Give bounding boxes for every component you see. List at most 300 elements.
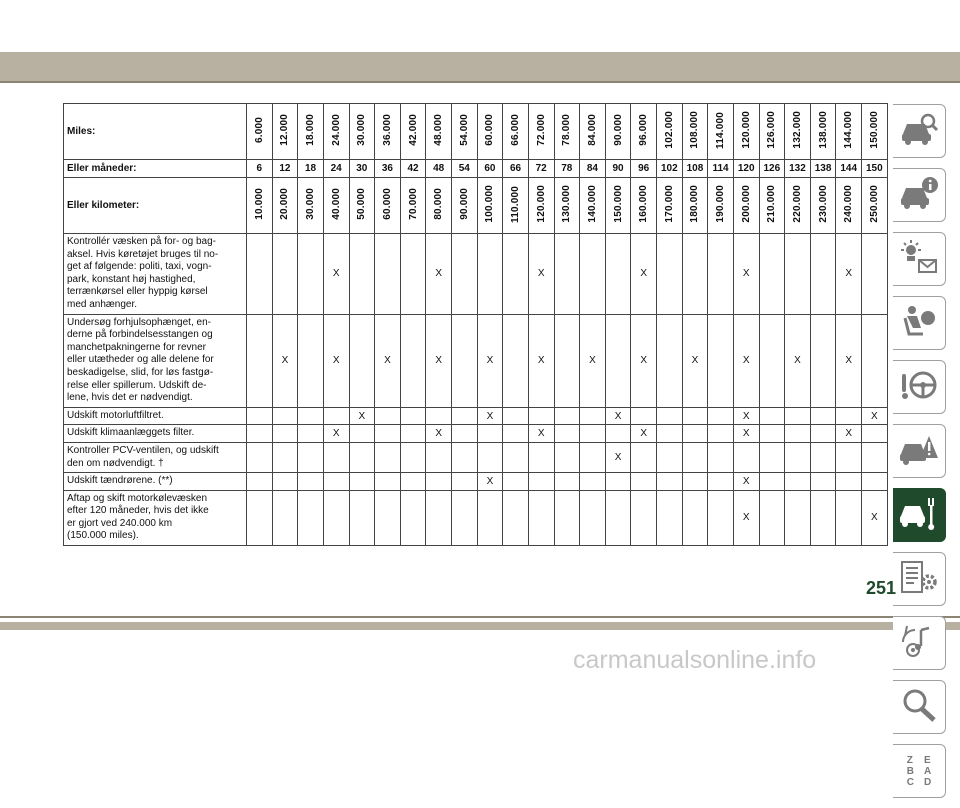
months-header-row-value: 60: [477, 160, 503, 178]
schedule-mark-cell: [580, 473, 606, 491]
schedule-mark-cell: [631, 473, 657, 491]
schedule-mark-cell: [298, 473, 324, 491]
service-description: Undersøg forhjulsophænget, en- derne på forbindelsesstangen og manchetpakningerne for revner eller utætheder og alle delene for beskadigelse, slid, for løs fastgø- relse eller spillerum. Udskift de- lene, hvis det er nødvendigt.: [64, 314, 247, 407]
schedule-mark-cell: [426, 490, 452, 545]
schedule-mark-cell: [862, 314, 888, 407]
schedule-mark-cell: [272, 442, 298, 472]
miles-header-row-cell: [862, 104, 888, 160]
schedule-mark-cell: [759, 407, 785, 425]
header-band-line: [0, 81, 960, 83]
index-letter: D: [924, 776, 932, 788]
schedule-mark-cell: [605, 490, 631, 545]
km-header-row-cell: [605, 178, 631, 234]
schedule-mark-cell: [554, 473, 580, 491]
km-header-row-cell: [785, 178, 811, 234]
km-header-row: [64, 178, 888, 234]
miles-header-row-cell: [272, 104, 298, 160]
schedule-mark-cell: [323, 490, 349, 545]
schedule-mark-cell: X: [375, 314, 401, 407]
schedule-mark-cell: X: [682, 314, 708, 407]
schedule-mark-cell: [375, 473, 401, 491]
sidebar-tab-multimedia[interactable]: [893, 616, 946, 670]
months-header-row-value: 18: [298, 160, 324, 178]
schedule-mark-cell: [528, 473, 554, 491]
schedule-mark-cell: [708, 473, 734, 491]
schedule-mark-cell: X: [733, 407, 759, 425]
schedule-mark-cell: X: [426, 234, 452, 315]
schedule-mark-cell: [862, 442, 888, 472]
schedule-mark-cell: [605, 314, 631, 407]
schedule-mark-cell: [452, 473, 478, 491]
months-header-row-value: 150: [862, 160, 888, 178]
km-header-row-value: 240.000: [843, 185, 855, 223]
schedule-mark-cell: [708, 234, 734, 315]
schedule-mark-cell: [631, 407, 657, 425]
km-header-row-value: 120.000: [535, 185, 547, 223]
schedule-mark-cell: [657, 234, 683, 315]
steering-wheel-icon: [899, 366, 939, 409]
miles-header-row-value: 66.000: [510, 114, 522, 146]
miles-header-row-value: 108.000: [689, 111, 701, 149]
schedule-mark-cell: [785, 407, 811, 425]
schedule-mark-cell: [810, 473, 836, 491]
service-description: Udskift klimaanlæggets filter.: [64, 425, 247, 443]
schedule-mark-cell: [349, 425, 375, 443]
sidebar-tab-airbag-seat[interactable]: [893, 296, 946, 350]
search-icon: [899, 686, 939, 729]
schedule-mark-cell: X: [631, 425, 657, 443]
miles-header-row-value: 150.000: [868, 111, 880, 149]
months-header-row-value: 66: [503, 160, 529, 178]
miles-header-row-value: 90.000: [612, 114, 624, 146]
schedule-mark-cell: [580, 407, 606, 425]
months-header-row-value: 84: [580, 160, 606, 178]
warning-lights-icon: [899, 238, 939, 281]
schedule-mark-cell: X: [528, 234, 554, 315]
schedule-mark-cell: [605, 234, 631, 315]
schedule-mark-cell: X: [733, 314, 759, 407]
km-header-row-cell: [682, 178, 708, 234]
km-header-row-cell: [349, 178, 375, 234]
km-header-row-value: 230.000: [817, 185, 829, 223]
miles-header-row-value: 42.000: [407, 114, 419, 146]
maintenance-schedule-table: [63, 103, 888, 546]
schedule-mark-cell: [247, 490, 273, 545]
schedule-mark-cell: [477, 425, 503, 443]
schedule-mark-cell: X: [631, 314, 657, 407]
schedule-mark-cell: [759, 425, 785, 443]
schedule-mark-cell: X: [733, 490, 759, 545]
schedule-mark-cell: [349, 314, 375, 407]
schedule-mark-cell: [323, 407, 349, 425]
index-letter: E: [924, 754, 931, 766]
schedule-mark-cell: [580, 442, 606, 472]
schedule-mark-cell: [247, 234, 273, 315]
schedule-mark-cell: [759, 442, 785, 472]
schedule-mark-cell: [580, 234, 606, 315]
months-header-row-value: 102: [657, 160, 683, 178]
km-header-row-cell: [503, 178, 529, 234]
miles-header-row-value: 72.000: [535, 114, 547, 146]
miles-header-row-cell: [503, 104, 529, 160]
km-header-row-value: 100.000: [484, 185, 496, 223]
schedule-mark-cell: X: [733, 234, 759, 315]
schedule-mark-cell: X: [836, 234, 862, 315]
schedule-mark-cell: [452, 442, 478, 472]
km-header-row-label: Eller kilometer:: [64, 178, 247, 234]
car-service-icon: [899, 494, 939, 537]
schedule-mark-cell: [298, 407, 324, 425]
service-description: Kontrollér væsken på for- og bag- aksel. Hvis køretøjet bruges til no- get af følgende: politi, taxi, vogn- park, konstant høj hastighed, terrænkørsel eller hyppig kørsel med anhænger.: [64, 234, 247, 315]
km-header-row-value: 140.000: [586, 185, 598, 223]
km-header-row-value: 210.000: [766, 185, 778, 223]
months-header-row-label: Eller måneder:: [64, 160, 247, 178]
miles-header-row-value: 96.000: [638, 114, 650, 146]
km-header-row-value: 250.000: [868, 185, 880, 223]
sidebar-tab-settings-list[interactable]: [893, 552, 946, 606]
schedule-mark-cell: [477, 442, 503, 472]
schedule-mark-cell: [528, 407, 554, 425]
km-header-row-cell: [298, 178, 324, 234]
miles-header-row-value: 120.000: [740, 111, 752, 149]
schedule-mark-cell: [810, 407, 836, 425]
miles-header-row-cell: [477, 104, 503, 160]
schedule-mark-cell: [375, 407, 401, 425]
schedule-mark-cell: [682, 490, 708, 545]
km-header-row-value: 40.000: [330, 188, 342, 220]
km-header-row-value: 20.000: [279, 188, 291, 220]
km-header-row-cell: [580, 178, 606, 234]
schedule-mark-cell: [477, 234, 503, 315]
km-header-row-value: 90.000: [458, 188, 470, 220]
km-header-row-value: 170.000: [663, 185, 675, 223]
index-letter: Z: [906, 754, 913, 766]
schedule-mark-cell: [657, 442, 683, 472]
miles-header-row-value: 60.000: [484, 114, 496, 146]
months-header-row-value: 120: [733, 160, 759, 178]
km-header-row-cell: [836, 178, 862, 234]
km-header-row-cell: [477, 178, 503, 234]
km-header-row-cell: [426, 178, 452, 234]
miles-header-row-value: 12.000: [279, 114, 291, 146]
hazard-car-icon: [899, 430, 939, 473]
miles-header-row-cell: [554, 104, 580, 160]
schedule-mark-cell: [708, 314, 734, 407]
miles-header-row-cell: [733, 104, 759, 160]
km-header-row-cell: [528, 178, 554, 234]
car-inspect-icon: [899, 110, 939, 153]
schedule-mark-cell: [810, 234, 836, 315]
car-info-icon: [899, 174, 939, 217]
schedule-mark-cell: [708, 442, 734, 472]
sidebar-tab-warning-lights[interactable]: [893, 232, 946, 286]
schedule-mark-cell: [657, 407, 683, 425]
table-row: [64, 425, 888, 443]
schedule-mark-cell: [247, 473, 273, 491]
miles-header-row-cell: [323, 104, 349, 160]
miles-header-row-cell: [836, 104, 862, 160]
schedule-mark-cell: [733, 442, 759, 472]
schedule-mark-cell: [554, 442, 580, 472]
km-header-row-value: 150.000: [612, 185, 624, 223]
miles-header-row-cell: [682, 104, 708, 160]
service-description: Udskift motorluftfiltret.: [64, 407, 247, 425]
schedule-mark-cell: X: [605, 407, 631, 425]
schedule-mark-cell: [349, 490, 375, 545]
km-header-row-cell: [272, 178, 298, 234]
sidebar-tab-car-inspect[interactable]: [893, 104, 946, 158]
km-header-row-value: 10.000: [253, 188, 265, 220]
miles-header-row-cell: [631, 104, 657, 160]
schedule-mark-cell: [682, 234, 708, 315]
schedule-mark-cell: X: [605, 442, 631, 472]
schedule-mark-cell: [503, 234, 529, 315]
schedule-mark-cell: [836, 407, 862, 425]
months-header-row-value: 30: [349, 160, 375, 178]
miles-header-row-cell: [247, 104, 273, 160]
months-header-row-value: 54: [452, 160, 478, 178]
km-header-row-value: 190.000: [715, 185, 727, 223]
chapter-sidebar: [893, 104, 951, 808]
schedule-mark-cell: [682, 473, 708, 491]
schedule-mark-cell: [503, 407, 529, 425]
settings-list-icon: [899, 558, 939, 601]
miles-header-row-value: 114.000: [715, 111, 727, 149]
months-header-row-value: 96: [631, 160, 657, 178]
footer-band: [0, 622, 960, 630]
miles-header-row-value: 18.000: [305, 114, 317, 146]
miles-header-row-cell: [528, 104, 554, 160]
km-header-row-value: 70.000: [407, 188, 419, 220]
schedule-mark-cell: X: [477, 473, 503, 491]
months-header-row-value: 6: [247, 160, 273, 178]
miles-header-row-cell: [298, 104, 324, 160]
schedule-mark-cell: [247, 442, 273, 472]
schedule-mark-cell: [477, 490, 503, 545]
schedule-mark-cell: [503, 490, 529, 545]
months-header-row-value: 72: [528, 160, 554, 178]
miles-header-row-cell: [785, 104, 811, 160]
miles-header-row-value: 30.000: [356, 114, 368, 146]
km-header-row-cell: [375, 178, 401, 234]
schedule-mark-cell: [503, 314, 529, 407]
schedule-mark-cell: [708, 425, 734, 443]
miles-header-row-value: 24.000: [330, 114, 342, 146]
schedule-mark-cell: [862, 473, 888, 491]
schedule-mark-cell: X: [349, 407, 375, 425]
service-description: Aftap og skift motorkølevæsken efter 120 måneder, hvis det ikke er gjort ved 240.000 km (150.000 miles).: [64, 490, 247, 545]
header-band: [0, 52, 960, 81]
schedule-mark-cell: [400, 473, 426, 491]
schedule-mark-cell: X: [323, 425, 349, 443]
schedule-mark-cell: [810, 490, 836, 545]
table-row: [64, 473, 888, 491]
schedule-mark-cell: [554, 407, 580, 425]
schedule-mark-cell: X: [733, 425, 759, 443]
miles-header-row-cell: [375, 104, 401, 160]
miles-header-row-value: 102.000: [663, 111, 675, 149]
miles-header-row-value: 6.000: [253, 116, 265, 144]
months-header-row-value: 114: [708, 160, 734, 178]
schedule-mark-cell: [605, 425, 631, 443]
miles-header-row-cell: [708, 104, 734, 160]
miles-header-row-cell: [605, 104, 631, 160]
sidebar-tab-car-service[interactable]: [893, 488, 946, 542]
schedule-mark-cell: X: [323, 314, 349, 407]
index-letter: A: [924, 765, 932, 777]
miles-header-row-value: 126.000: [766, 111, 778, 149]
schedule-mark-cell: [400, 490, 426, 545]
schedule-mark-cell: [862, 425, 888, 443]
airbag-seat-icon: [899, 302, 939, 345]
schedule-mark-cell: [375, 442, 401, 472]
km-header-row-cell: [247, 178, 273, 234]
schedule-mark-cell: X: [528, 425, 554, 443]
km-header-row-value: 30.000: [305, 188, 317, 220]
schedule-mark-cell: [554, 425, 580, 443]
km-header-row-cell: [400, 178, 426, 234]
schedule-mark-cell: [631, 490, 657, 545]
schedule-mark-cell: [605, 473, 631, 491]
schedule-mark-cell: [426, 473, 452, 491]
schedule-mark-cell: [400, 407, 426, 425]
sidebar-tab-search[interactable]: [893, 680, 946, 734]
schedule-mark-cell: [836, 442, 862, 472]
schedule-mark-cell: [657, 425, 683, 443]
schedule-mark-cell: [528, 442, 554, 472]
months-header-row-value: 48: [426, 160, 452, 178]
miles-header-row-value: 36.000: [381, 114, 393, 146]
multimedia-icon: [899, 622, 939, 665]
schedule-mark-cell: [682, 425, 708, 443]
months-header-row-value: 90: [605, 160, 631, 178]
schedule-mark-cell: [785, 490, 811, 545]
schedule-mark-cell: [503, 473, 529, 491]
schedule-mark-cell: X: [426, 425, 452, 443]
km-header-row-value: 60.000: [381, 188, 393, 220]
km-header-row-value: 110.000: [510, 185, 522, 223]
km-header-row-value: 160.000: [638, 185, 650, 223]
km-header-row-cell: [759, 178, 785, 234]
schedule-mark-cell: [298, 314, 324, 407]
schedule-mark-cell: [785, 442, 811, 472]
schedule-mark-cell: X: [580, 314, 606, 407]
schedule-mark-cell: [708, 490, 734, 545]
schedule-mark-cell: [272, 473, 298, 491]
months-header-row-value: 42: [400, 160, 426, 178]
table-row: [64, 490, 888, 545]
schedule-mark-cell: [323, 473, 349, 491]
schedule-mark-cell: X: [272, 314, 298, 407]
schedule-mark-cell: X: [528, 314, 554, 407]
months-header-row-value: 36: [375, 160, 401, 178]
miles-header-row: [64, 104, 888, 160]
schedule-mark-cell: [554, 490, 580, 545]
schedule-mark-cell: [272, 425, 298, 443]
schedule-mark-cell: [272, 234, 298, 315]
schedule-mark-cell: [785, 425, 811, 443]
page-number: 251: [866, 578, 897, 598]
schedule-mark-cell: [785, 234, 811, 315]
service-description: Kontroller PCV-ventilen, og udskift den om nødvendigt. †: [64, 442, 247, 472]
schedule-mark-cell: [810, 442, 836, 472]
schedule-mark-cell: [657, 314, 683, 407]
schedule-mark-cell: [836, 490, 862, 545]
schedule-mark-cell: [580, 490, 606, 545]
km-header-row-value: 80.000: [433, 188, 445, 220]
km-header-row-cell: [862, 178, 888, 234]
months-header-row-value: 126: [759, 160, 785, 178]
schedule-mark-cell: [810, 425, 836, 443]
sidebar-tab-steering-wheel[interactable]: [893, 360, 946, 414]
schedule-mark-cell: [349, 442, 375, 472]
km-header-row-value: 130.000: [561, 185, 573, 223]
schedule-mark-cell: [759, 490, 785, 545]
schedule-mark-cell: [862, 234, 888, 315]
km-header-row-cell: [810, 178, 836, 234]
miles-header-row-value: 48.000: [433, 114, 445, 146]
index-letters-icon: [907, 755, 931, 788]
schedule-mark-cell: [682, 407, 708, 425]
schedule-mark-cell: [247, 425, 273, 443]
schedule-mark-cell: [272, 490, 298, 545]
schedule-mark-cell: [631, 442, 657, 472]
schedule-mark-cell: X: [733, 473, 759, 491]
schedule-mark-cell: [503, 425, 529, 443]
miles-header-row-value: 138.000: [817, 111, 829, 149]
km-header-row-value: 50.000: [356, 188, 368, 220]
schedule-mark-cell: X: [477, 407, 503, 425]
schedule-mark-cell: [298, 425, 324, 443]
schedule-mark-cell: [657, 473, 683, 491]
schedule-mark-cell: [375, 234, 401, 315]
schedule-mark-cell: [682, 442, 708, 472]
schedule-mark-cell: [426, 442, 452, 472]
schedule-mark-cell: X: [836, 425, 862, 443]
schedule-mark-cell: [759, 314, 785, 407]
schedule-mark-cell: [272, 407, 298, 425]
schedule-mark-cell: [810, 314, 836, 407]
sidebar-tab-hazard-car[interactable]: [893, 424, 946, 478]
index-letter: C: [906, 776, 914, 788]
schedule-mark-cell: X: [862, 490, 888, 545]
schedule-mark-cell: [298, 490, 324, 545]
schedule-mark-cell: [452, 425, 478, 443]
sidebar-tab-index-letters[interactable]: [893, 744, 946, 798]
schedule-mark-cell: X: [862, 407, 888, 425]
service-description: Udskift tændrørene. (**): [64, 473, 247, 491]
schedule-mark-cell: [375, 490, 401, 545]
schedule-mark-cell: [349, 473, 375, 491]
schedule-mark-cell: [657, 490, 683, 545]
schedule-mark-cell: X: [477, 314, 503, 407]
schedule-mark-cell: [298, 234, 324, 315]
schedule-mark-cell: [554, 234, 580, 315]
miles-header-row-label: Miles:: [64, 104, 247, 160]
miles-header-row-cell: [400, 104, 426, 160]
miles-header-row-value: 54.000: [458, 114, 470, 146]
km-header-row-value: 220.000: [791, 185, 803, 223]
sidebar-tab-car-info[interactable]: [893, 168, 946, 222]
schedule-mark-cell: X: [836, 314, 862, 407]
schedule-mark-cell: [247, 407, 273, 425]
schedule-mark-cell: [400, 234, 426, 315]
schedule-mark-cell: [452, 314, 478, 407]
km-header-row-cell: [631, 178, 657, 234]
months-header-row: [64, 160, 888, 178]
miles-header-row-cell: [657, 104, 683, 160]
table-row: [64, 234, 888, 315]
